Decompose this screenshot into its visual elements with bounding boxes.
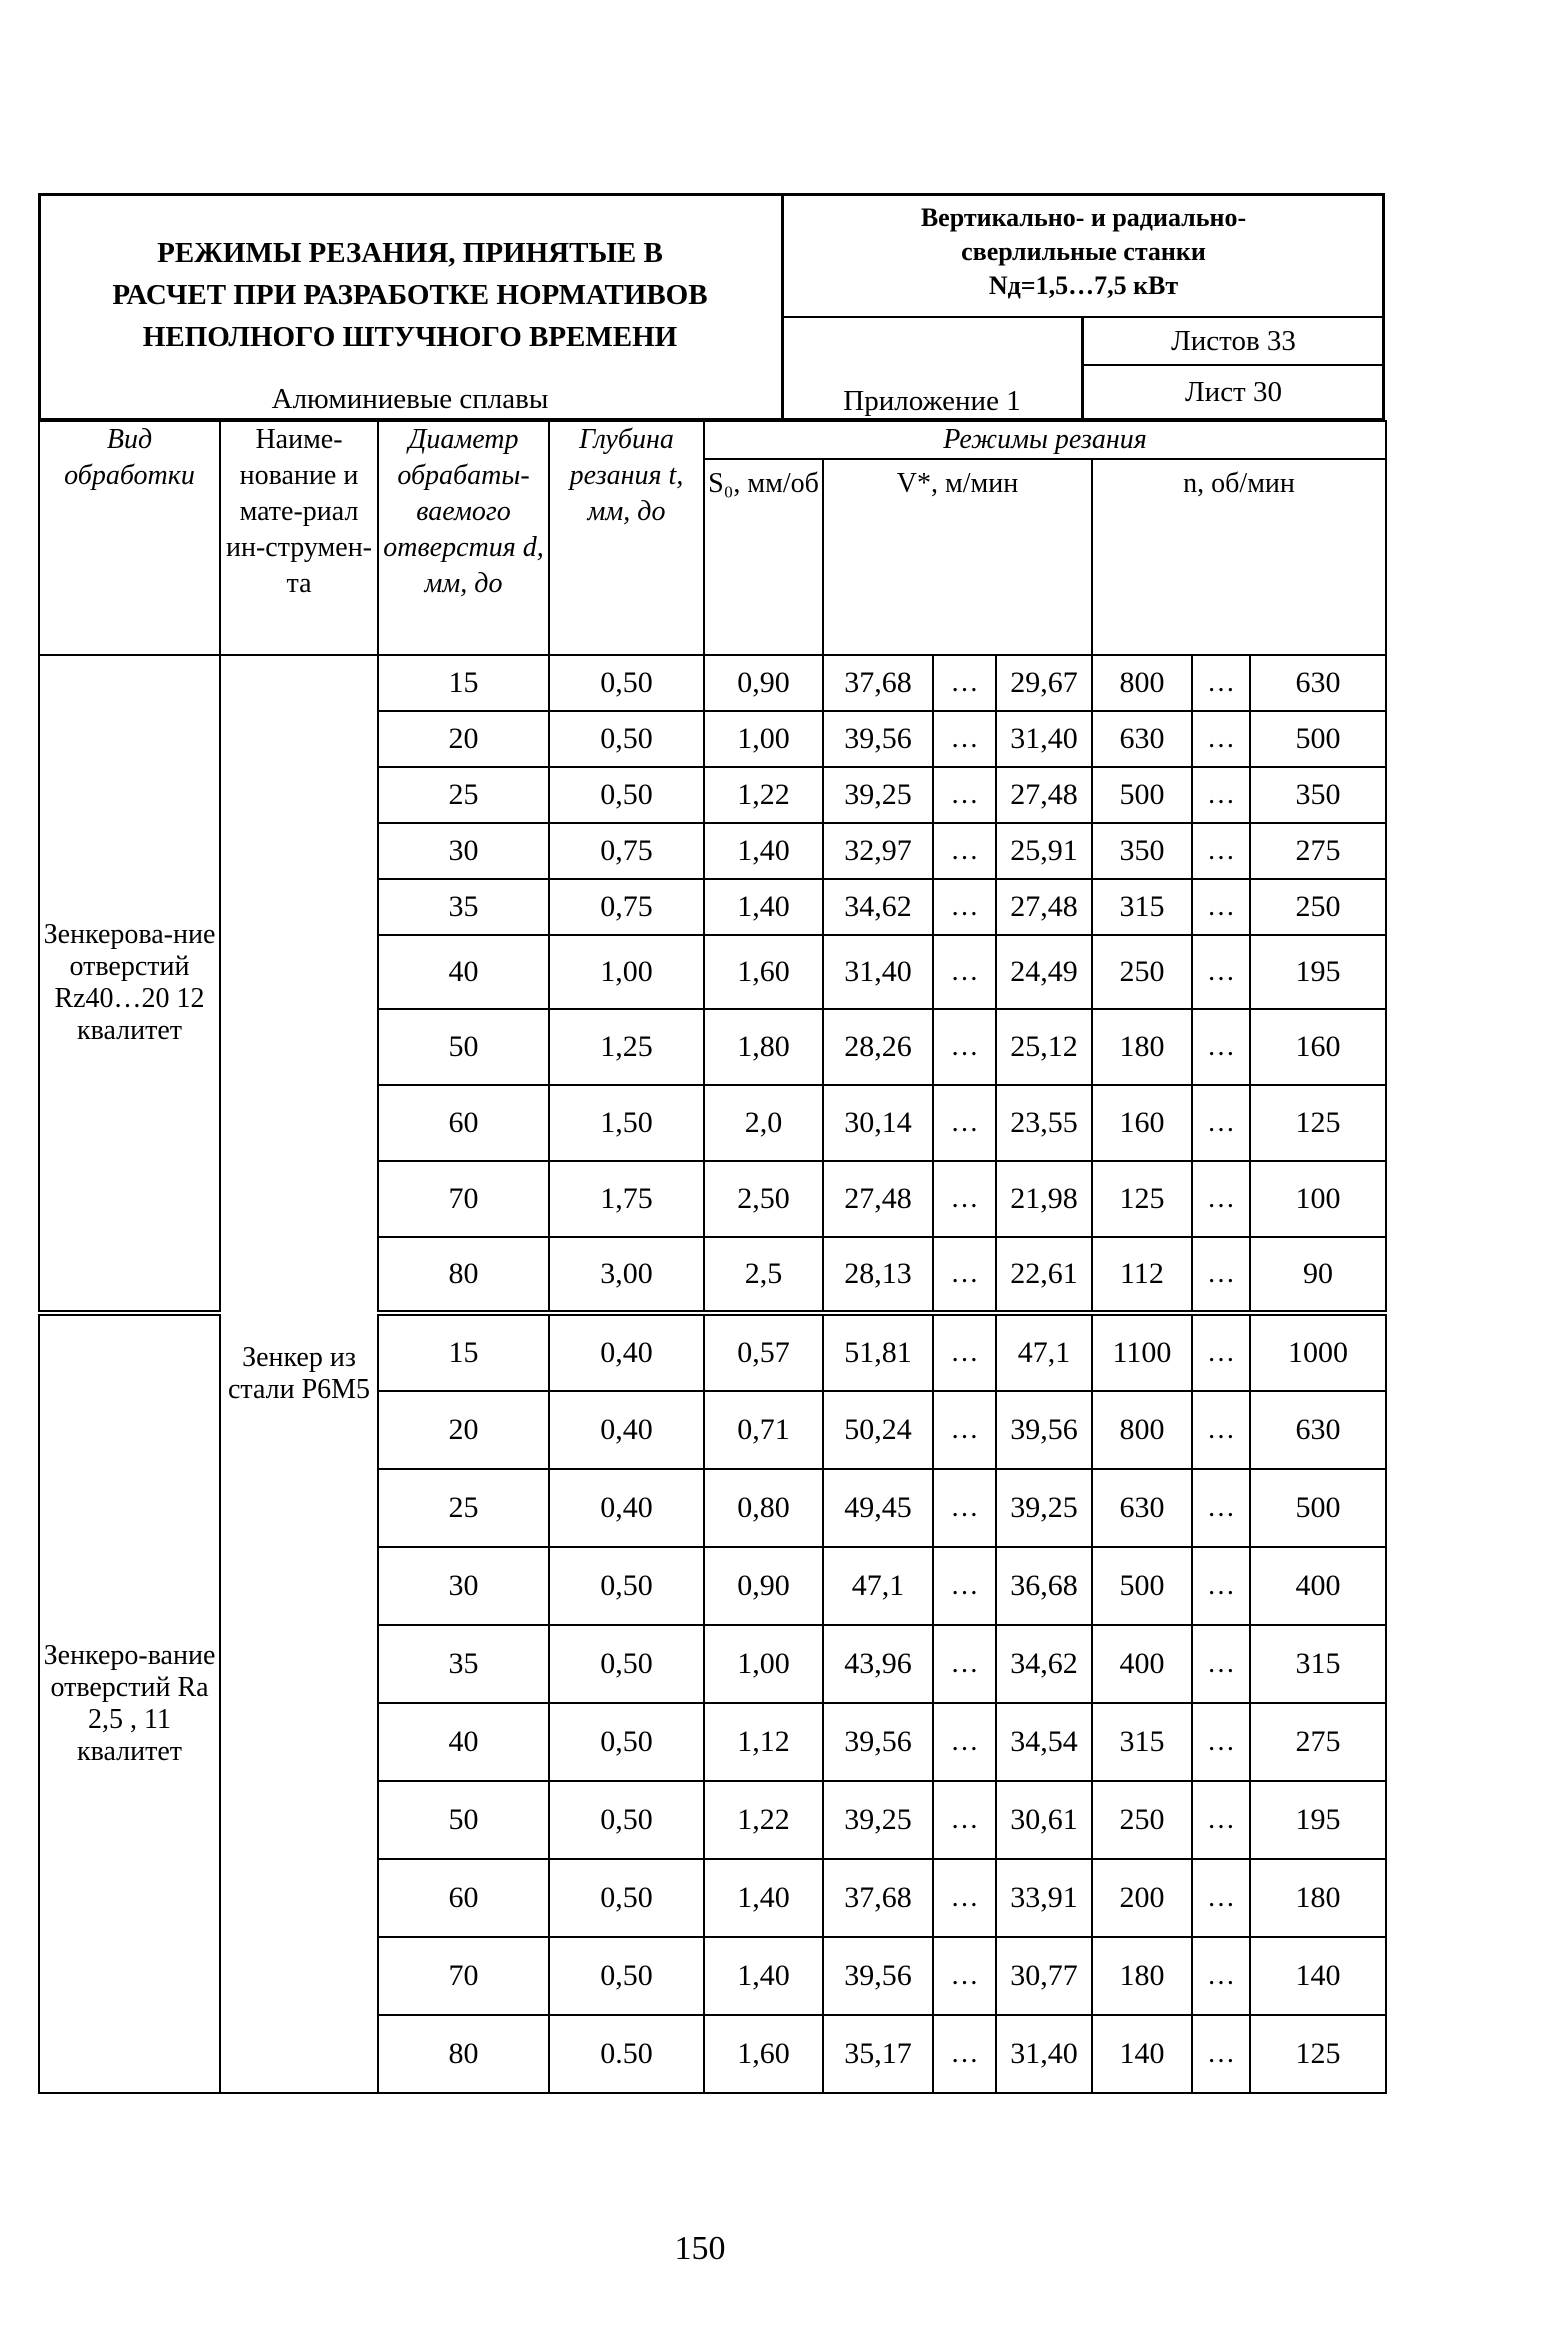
rpm-to-cell: 180 [1250, 1859, 1386, 1937]
rpm-from-cell: 350 [1092, 823, 1192, 879]
speed-to-cell: 39,56 [996, 1391, 1092, 1469]
range-dots: … [933, 1547, 996, 1625]
speed-to-cell: 39,25 [996, 1469, 1092, 1547]
diameter-cell: 50 [378, 1781, 549, 1859]
speed-to-cell: 29,67 [996, 655, 1092, 711]
col-tool-header: Наиме-нование и мате-риал ин-струмен-та [220, 421, 378, 655]
range-dots: … [933, 2015, 996, 2093]
speed-from-cell: 43,96 [823, 1625, 933, 1703]
tool-name: Зенкер из стали Р6М5 [220, 655, 378, 2093]
speed-from-cell: 50,24 [823, 1391, 933, 1469]
speed-to-cell: 24,49 [996, 935, 1092, 1009]
processing-kind: Зенкеро-вание отверстий Ra 2,5 , 11 квалитет [39, 1313, 220, 2093]
rpm-to-cell: 630 [1250, 1391, 1386, 1469]
range-dots: … [933, 1469, 996, 1547]
rpm-from-cell: 180 [1092, 1937, 1192, 2015]
cutting-modes-table [38, 420, 1387, 2094]
header-border [38, 193, 41, 420]
range-dots: … [933, 711, 996, 767]
rpm-from-cell: 500 [1092, 1547, 1192, 1625]
speed-from-cell: 51,81 [823, 1313, 933, 1391]
range-dots: … [933, 1781, 996, 1859]
diameter-cell: 15 [378, 655, 549, 711]
depth-cell: 0,40 [549, 1313, 704, 1391]
col-depth-header [549, 421, 704, 655]
feed-cell: 1,00 [704, 711, 823, 767]
feed-cell: 1,00 [704, 1625, 823, 1703]
diameter-cell: 80 [378, 2015, 549, 2093]
feed-cell: 1,60 [704, 935, 823, 1009]
diameter-cell: 80 [378, 1237, 549, 1313]
depth-cell: 0,40 [549, 1469, 704, 1547]
depth-cell: 0,75 [549, 823, 704, 879]
range-dots: … [1192, 1469, 1250, 1547]
depth-cell: 0,50 [549, 1703, 704, 1781]
col-kind-header: Вид обработки [39, 421, 220, 655]
rpm-to-cell: 195 [1250, 1781, 1386, 1859]
feed-cell: 1,40 [704, 823, 823, 879]
speed-to-cell: 36,68 [996, 1547, 1092, 1625]
speed-from-cell: 37,68 [823, 655, 933, 711]
rpm-to-cell: 275 [1250, 823, 1386, 879]
rpm-to-cell: 250 [1250, 879, 1386, 935]
range-dots: … [1192, 1547, 1250, 1625]
rpm-from-cell: 160 [1092, 1085, 1192, 1161]
speed-from-cell: 47,1 [823, 1547, 933, 1625]
rpm-to-cell: 350 [1250, 767, 1386, 823]
speed-from-cell: 39,25 [823, 767, 933, 823]
speed-to-cell: 22,61 [996, 1237, 1092, 1313]
rpm-to-cell: 125 [1250, 2015, 1386, 2093]
range-dots: … [933, 1009, 996, 1085]
document-title [38, 193, 782, 390]
col-modes-header: Режимы резания [704, 421, 1386, 459]
depth-cell: 0,50 [549, 1781, 704, 1859]
rpm-to-cell: 500 [1250, 711, 1386, 767]
range-dots: … [1192, 1625, 1250, 1703]
feed-cell: 1,60 [704, 2015, 823, 2093]
header-border [1081, 316, 1084, 420]
range-dots: … [933, 767, 996, 823]
speed-from-cell: 30,14 [823, 1085, 933, 1161]
diameter-cell: 40 [378, 1703, 549, 1781]
rpm-from-cell: 200 [1092, 1859, 1192, 1937]
diameter-cell: 20 [378, 1391, 549, 1469]
rpm-from-cell: 800 [1092, 1391, 1192, 1469]
speed-to-cell: 21,98 [996, 1161, 1092, 1237]
speed-to-cell: 34,62 [996, 1625, 1092, 1703]
feed-cell: 1,40 [704, 1937, 823, 2015]
feed-cell: 1,40 [704, 1859, 823, 1937]
range-dots: … [933, 1859, 996, 1937]
speed-from-cell: 39,56 [823, 1937, 933, 2015]
appendix-text: Приложение 1 [843, 385, 1021, 417]
range-dots: … [1192, 1391, 1250, 1469]
range-dots: … [1192, 1237, 1250, 1313]
machine-power: Nд=1,5…7,5 кВт [988, 271, 1179, 300]
depth-cell: 0,50 [549, 1547, 704, 1625]
speed-to-cell: 30,77 [996, 1937, 1092, 2015]
depth-cell: 0,40 [549, 1391, 704, 1469]
feed-cell: 1,22 [704, 767, 823, 823]
rpm-from-cell: 630 [1092, 711, 1192, 767]
range-dots: … [1192, 935, 1250, 1009]
range-dots: … [1192, 1161, 1250, 1237]
diameter-cell: 70 [378, 1937, 549, 2015]
depth-cell: 0,50 [549, 711, 704, 767]
depth-cell: 3,00 [549, 1237, 704, 1313]
table-body [39, 655, 1386, 2093]
speed-to-cell: 25,12 [996, 1009, 1092, 1085]
depth-cell: 1,75 [549, 1161, 704, 1237]
rpm-to-cell: 195 [1250, 935, 1386, 1009]
diameter-cell: 25 [378, 767, 549, 823]
depth-cell: 1,00 [549, 935, 704, 1009]
feed-cell: 1,12 [704, 1703, 823, 1781]
table-row [39, 655, 1386, 711]
sheet-number: Лист 30 [1185, 376, 1282, 408]
range-dots: … [1192, 767, 1250, 823]
range-dots: … [1192, 823, 1250, 879]
range-dots: … [933, 1937, 996, 2015]
appendix-label [782, 317, 1082, 420]
diameter-cell: 60 [378, 1859, 549, 1937]
speed-to-cell: 27,48 [996, 879, 1092, 935]
speed-to-cell: 23,55 [996, 1085, 1092, 1161]
speed-to-cell: 47,1 [996, 1313, 1092, 1391]
rpm-to-cell: 140 [1250, 1937, 1386, 2015]
rpm-from-cell: 180 [1092, 1009, 1192, 1085]
range-dots: … [933, 1703, 996, 1781]
speed-from-cell: 39,56 [823, 1703, 933, 1781]
speed-from-cell: 32,97 [823, 823, 933, 879]
diameter-cell: 25 [378, 1469, 549, 1547]
range-dots: … [933, 879, 996, 935]
title-line: НЕПОЛНОГО ШТУЧНОГО ВРЕМЕНИ [142, 320, 678, 353]
material-subtitle: Алюминиевые сплавы [271, 383, 549, 415]
rpm-from-cell: 140 [1092, 2015, 1192, 2093]
range-dots: … [933, 1391, 996, 1469]
rpm-from-cell: 112 [1092, 1237, 1192, 1313]
diameter-cell: 70 [378, 1161, 549, 1237]
speed-from-cell: 27,48 [823, 1161, 933, 1237]
speed-from-cell: 34,62 [823, 879, 933, 935]
feed-cell: 2,50 [704, 1161, 823, 1237]
machine-type [782, 193, 1385, 317]
col-diameter-header: Диаметр обрабаты-ваемого отверстия d, мм, до [378, 421, 549, 655]
feed-cell: 0,57 [704, 1313, 823, 1391]
range-dots: … [1192, 1703, 1250, 1781]
speed-from-cell: 39,25 [823, 1781, 933, 1859]
range-dots: … [933, 655, 996, 711]
rpm-to-cell: 315 [1250, 1625, 1386, 1703]
rpm-to-cell: 500 [1250, 1469, 1386, 1547]
rpm-to-cell: 630 [1250, 655, 1386, 711]
diameter-cell: 50 [378, 1009, 549, 1085]
speed-to-cell: 30,61 [996, 1781, 1092, 1859]
depth-cell: 0,75 [549, 879, 704, 935]
range-dots: … [1192, 1313, 1250, 1391]
speed-from-cell: 39,56 [823, 711, 933, 767]
speed-from-cell: 28,13 [823, 1237, 933, 1313]
diameter-cell: 35 [378, 1625, 549, 1703]
depth-cell: 0,50 [549, 655, 704, 711]
depth-cell: 0,50 [549, 1937, 704, 2015]
sheets-total: Листов 33 [1171, 325, 1296, 357]
depth-cell: 0.50 [549, 2015, 704, 2093]
document-header [38, 193, 1385, 420]
feed-cell: 1,22 [704, 1781, 823, 1859]
feed-cell: 0,80 [704, 1469, 823, 1547]
speed-to-cell: 34,54 [996, 1703, 1092, 1781]
speed-to-cell: 27,48 [996, 767, 1092, 823]
rpm-from-cell: 800 [1092, 655, 1192, 711]
rpm-to-cell: 125 [1250, 1085, 1386, 1161]
rpm-to-cell: 160 [1250, 1009, 1386, 1085]
rpm-from-cell: 250 [1092, 1781, 1192, 1859]
rpm-to-cell: 90 [1250, 1237, 1386, 1313]
range-dots: … [933, 935, 996, 1009]
depth-cell: 0,50 [549, 767, 704, 823]
speed-from-cell: 31,40 [823, 935, 933, 1009]
speed-to-cell: 33,91 [996, 1859, 1092, 1937]
speed-from-cell: 28,26 [823, 1009, 933, 1085]
depth-cell: 1,25 [549, 1009, 704, 1085]
rpm-from-cell: 630 [1092, 1469, 1192, 1547]
rpm-from-cell: 250 [1092, 935, 1192, 1009]
depth-cell: 0,50 [549, 1859, 704, 1937]
machine-line: сверлильные станки [961, 237, 1206, 266]
speed-from-cell: 37,68 [823, 1859, 933, 1937]
rpm-to-cell: 100 [1250, 1161, 1386, 1237]
rpm-from-cell: 125 [1092, 1161, 1192, 1237]
speed-from-cell: 49,45 [823, 1469, 933, 1547]
speed-to-cell: 25,91 [996, 823, 1092, 879]
range-dots: … [933, 823, 996, 879]
range-dots: … [933, 1085, 996, 1161]
range-dots: … [933, 1161, 996, 1237]
rpm-to-cell: 1000 [1250, 1313, 1386, 1391]
speed-to-cell: 31,40 [996, 2015, 1092, 2093]
range-dots: … [933, 1625, 996, 1703]
diameter-cell: 30 [378, 1547, 549, 1625]
depth-cell: 0,50 [549, 1625, 704, 1703]
diameter-cell: 40 [378, 935, 549, 1009]
range-dots: … [1192, 879, 1250, 935]
range-dots: … [1192, 2015, 1250, 2093]
header-border [1382, 193, 1385, 420]
range-dots: … [1192, 1085, 1250, 1161]
range-dots: … [933, 1237, 996, 1313]
title-line: РАСЧЕТ ПРИ РАЗРАБОТКЕ НОРМАТИВОВ [112, 278, 708, 311]
rpm-from-cell: 315 [1092, 1703, 1192, 1781]
header-border [1082, 364, 1385, 366]
rpm-from-cell: 500 [1092, 767, 1192, 823]
page-number: 150 [674, 2230, 726, 2267]
col-depth-text: Глубина резания t, мм, до [569, 424, 684, 527]
range-dots: … [1192, 1859, 1250, 1937]
range-dots: … [1192, 1781, 1250, 1859]
header-border [781, 193, 784, 420]
processing-kind: Зенкерова-ние отверстий Rz40…20 12 квалитет [39, 655, 220, 1313]
col-feed-header: S₀, мм/об [704, 459, 823, 655]
feed-cell: 2,5 [704, 1237, 823, 1313]
range-dots: … [933, 1313, 996, 1391]
range-dots: … [1192, 1009, 1250, 1085]
speed-to-cell: 31,40 [996, 711, 1092, 767]
range-dots: … [1192, 1937, 1250, 2015]
diameter-cell: 35 [378, 879, 549, 935]
range-dots: … [1192, 711, 1250, 767]
feed-cell: 0,90 [704, 655, 823, 711]
feed-cell: 1,80 [704, 1009, 823, 1085]
col-rpm-header: n, об/мин [1092, 459, 1386, 655]
rpm-from-cell: 315 [1092, 879, 1192, 935]
depth-cell: 1,50 [549, 1085, 704, 1161]
rpm-from-cell: 1100 [1092, 1313, 1192, 1391]
diameter-cell: 60 [378, 1085, 549, 1161]
col-speed-header: V*, м/мин [823, 459, 1092, 655]
machine-line: Вертикально- и радиально- [920, 203, 1247, 232]
diameter-cell: 30 [378, 823, 549, 879]
feed-cell: 0,90 [704, 1547, 823, 1625]
rpm-to-cell: 275 [1250, 1703, 1386, 1781]
feed-cell: 2,0 [704, 1085, 823, 1161]
diameter-cell: 20 [378, 711, 549, 767]
title-line: РЕЖИМЫ РЕЗАНИЯ, ПРИНЯТЫЕ В [157, 236, 663, 269]
rpm-from-cell: 400 [1092, 1625, 1192, 1703]
speed-from-cell: 35,17 [823, 2015, 933, 2093]
rpm-to-cell: 400 [1250, 1547, 1386, 1625]
diameter-cell: 15 [378, 1313, 549, 1391]
range-dots: … [1192, 655, 1250, 711]
header-border [38, 193, 1385, 196]
feed-cell: 0,71 [704, 1391, 823, 1469]
feed-cell: 1,40 [704, 879, 823, 935]
